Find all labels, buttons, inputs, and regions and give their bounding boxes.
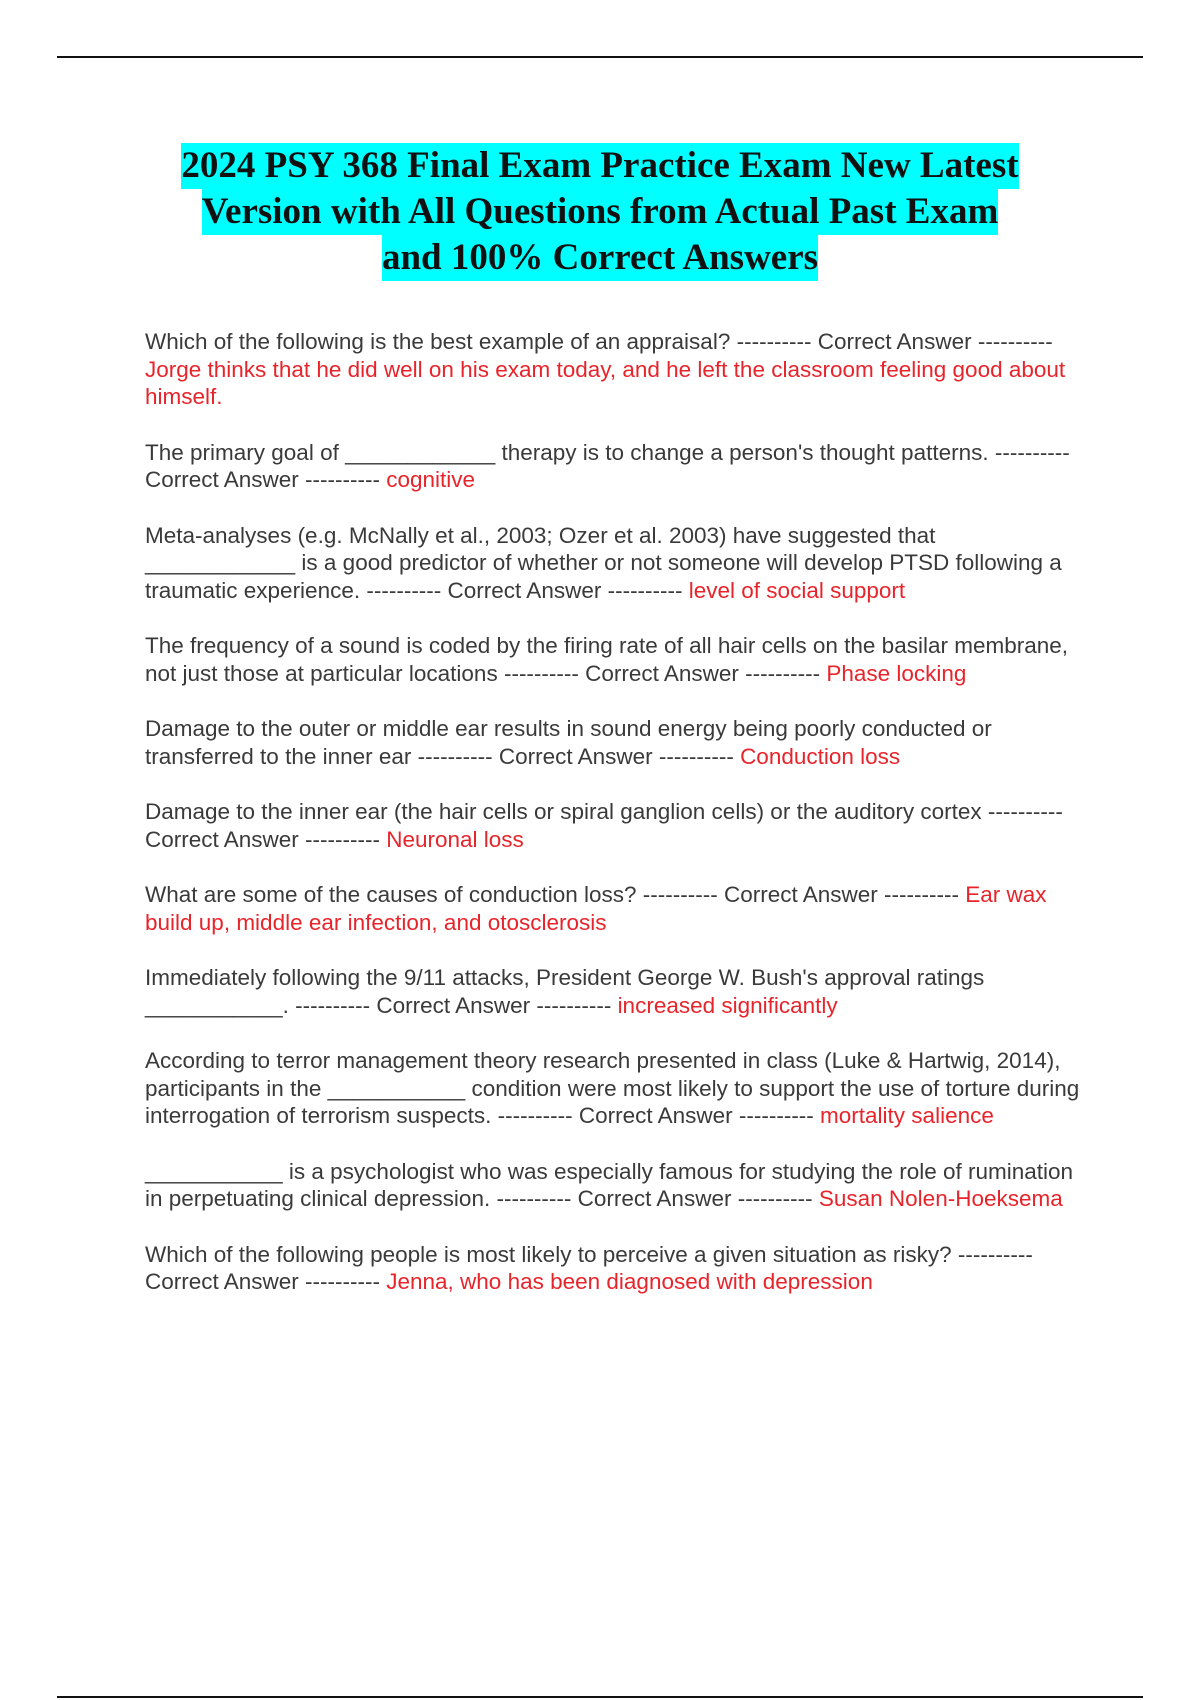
- qa-item: [145, 1047, 1087, 1130]
- question-text: The primary goal of ____________ therapy is to change a person's thought patterns.: [145, 439, 989, 465]
- answer-text: Neuronal loss: [386, 826, 524, 852]
- bottom-rule: [57, 1696, 1143, 1698]
- question-text: Which of the following is the best example of an appraisal?: [145, 329, 731, 354]
- correct-answer-separator: ---------- Correct Answer ----------: [411, 743, 741, 769]
- qa-item: [145, 881, 1087, 936]
- title-line: Version with All Questions from Actual Past Exam: [202, 189, 999, 235]
- answer-text: Jorge thinks that he did well on his exam today, and he left the classroom feeling good about himself.: [145, 356, 1066, 409]
- document-title: [60, 143, 1140, 281]
- qa-item: [145, 1158, 1087, 1213]
- correct-answer-separator: ---------- Correct Answer ----------: [636, 882, 966, 907]
- question-text: Damage to the outer or middle ear results in sound energy being poorly conducted or transferred to the inner ear: [145, 716, 992, 769]
- correct-answer-separator: ---------- Correct Answer ----------: [145, 1241, 1033, 1294]
- title-line: and 100% Correct Answers: [382, 235, 818, 281]
- question-text: Immediately following the 9/11 attacks, President George W. Bush's approval ratings ___________.: [145, 965, 985, 1018]
- correct-answer-separator: ---------- Correct Answer ----------: [288, 992, 618, 1018]
- qa-item: [145, 522, 1087, 605]
- correct-answer-separator: ---------- Correct Answer ----------: [730, 329, 1053, 354]
- qa-item: [145, 798, 1087, 853]
- qa-item: [145, 1241, 1087, 1296]
- answer-text: increased significantly: [617, 992, 838, 1018]
- answer-text: Ear wax build up, middle ear infection, and otosclerosis: [145, 882, 1047, 935]
- qa-item: [145, 632, 1087, 687]
- answer-text: Conduction loss: [740, 743, 901, 769]
- correct-answer-separator: ---------- Correct Answer ----------: [491, 1103, 821, 1128]
- question-text: ___________ is a psychologist who was especially famous for studying the role of rumination in perpetuating clinical depression.: [145, 1158, 1074, 1211]
- answer-text: mortality salience: [820, 1103, 994, 1128]
- answer-text: Jenna, who has been diagnosed with depression: [386, 1269, 873, 1294]
- qa-item: [145, 439, 1087, 494]
- qa-item: [145, 715, 1087, 770]
- qa-item: [145, 328, 1087, 411]
- correct-answer-separator: ---------- Correct Answer ----------: [360, 577, 689, 603]
- question-answer-list: [145, 328, 1087, 1324]
- question-text: Damage to the inner ear (the hair cells or spiral ganglion cells) or the auditory cortex: [145, 799, 982, 824]
- qa-item: [145, 964, 1087, 1019]
- answer-text: Phase locking: [826, 660, 967, 686]
- correct-answer-separator: ---------- Correct Answer ----------: [497, 660, 827, 686]
- correct-answer-separator: ---------- Correct Answer ----------: [490, 1186, 819, 1211]
- question-text: Which of the following people is most likely to perceive a given situation as risky?: [145, 1241, 952, 1267]
- question-text: What are some of the causes of conduction loss?: [145, 882, 637, 907]
- question-text: The frequency of a sound is coded by the firing rate of all hair cells on the basilar membrane, not just those at particular locations: [145, 633, 1069, 686]
- correct-answer-separator: ---------- Correct Answer ----------: [145, 439, 1070, 492]
- correct-answer-separator: ---------- Correct Answer ----------: [145, 799, 1063, 852]
- answer-text: level of social support: [688, 577, 906, 603]
- answer-text: Susan Nolen-Hoeksema: [818, 1186, 1063, 1211]
- title-line: 2024 PSY 368 Final Exam Practice Exam New Latest: [181, 143, 1018, 189]
- question-text: Meta-analyses (e.g. McNally et al., 2003; Ozer et al. 2003) have suggested that ____________ is a good predictor of whether or not someone will develop PTSD following a traumatic experience.: [145, 522, 1062, 603]
- question-text: According to terror management theory research presented in class (Luke & Hartwig, 2014), participants in the ___________ condition were most likely to support the use of torture during interrogation of terrorism suspects.: [145, 1048, 1080, 1128]
- top-rule: [57, 56, 1143, 58]
- answer-text: cognitive: [386, 467, 476, 492]
